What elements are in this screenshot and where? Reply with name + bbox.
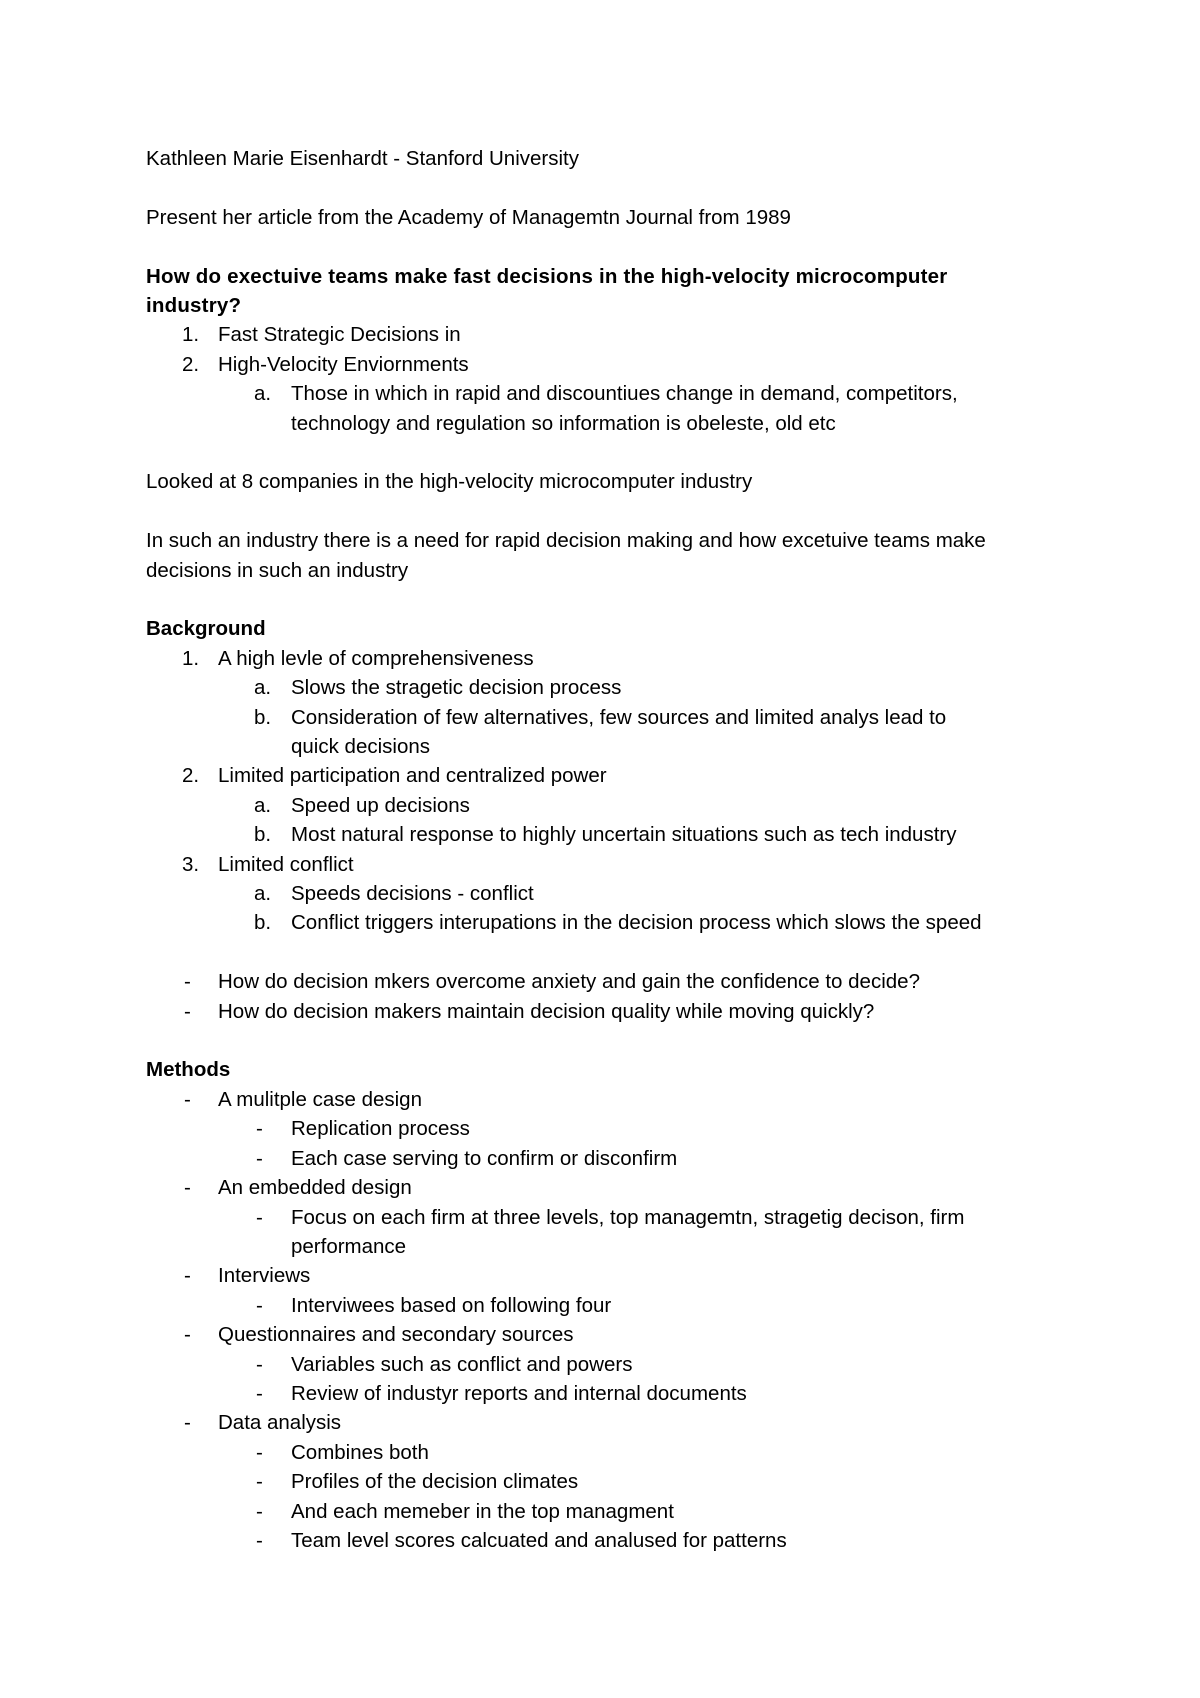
methods-sub-item xyxy=(146,1379,1086,1408)
list-item-text: Slows the stragetic decision process xyxy=(291,676,622,700)
background-sub-item xyxy=(146,820,1086,849)
methods-item xyxy=(146,1320,1086,1349)
looked-at-line: Looked at 8 companies in the high-velocity microcomputer industry xyxy=(146,470,753,494)
dash-marker: - xyxy=(184,1411,191,1435)
methods-sub-item xyxy=(146,1438,1086,1467)
list-item-text: Limited conflict xyxy=(218,852,354,876)
list-marker: 1. xyxy=(182,323,200,347)
methods-sub-item xyxy=(146,1497,1086,1526)
list-item-text: An embedded design xyxy=(218,1176,412,1200)
question-sub-item xyxy=(146,379,1086,408)
list-item-text: Profiles of the decision climates xyxy=(291,1470,579,1494)
methods-sub-item-continuation: performance xyxy=(291,1234,407,1258)
list-item-text: Fast Strategic Decisions in xyxy=(218,323,461,347)
paragraph-gap xyxy=(146,938,1086,967)
list-item-text: Variables such as conflict and powers xyxy=(291,1352,633,1376)
dash-marker: - xyxy=(256,1470,263,1494)
need-line-2: decisions in such an industry xyxy=(146,558,409,582)
list-marker: b. xyxy=(254,823,272,847)
list-item-text: Conflict triggers interupations in the decision process which slows the speed xyxy=(291,911,982,935)
research-question-line-2: industry? xyxy=(146,294,242,317)
list-item-text: Interviwees based on following four xyxy=(291,1293,612,1317)
list-item-text: High-Velocity Enviornments xyxy=(218,352,469,376)
list-item-text: Limited participation and centralized power xyxy=(218,764,607,788)
list-marker: a. xyxy=(254,676,272,700)
list-item-text: Focus on each firm at three levels, top managemtn, stragetig decison, firm xyxy=(291,1205,965,1229)
dash-marker: - xyxy=(256,1528,263,1552)
list-marker: a. xyxy=(254,793,272,817)
list-item-text: Combines both xyxy=(291,1440,429,1464)
background-item xyxy=(146,850,1086,879)
list-item-text: Those in which in rapid and discountiues change in demand, competitors, xyxy=(291,382,958,406)
background-sub-item xyxy=(146,908,1086,937)
list-item-text: A mulitple case design xyxy=(218,1087,422,1111)
background-sub-item xyxy=(146,791,1086,820)
paragraph-gap xyxy=(146,232,1086,261)
methods-sub-item xyxy=(146,1467,1086,1496)
dash-marker: - xyxy=(256,1440,263,1464)
background-sub-item xyxy=(146,703,1086,732)
methods-item xyxy=(146,1408,1086,1437)
document-page xyxy=(146,144,1086,1555)
list-marker: 3. xyxy=(182,852,200,876)
list-item-text: Most natural response to highly uncertain situations such as tech industry xyxy=(291,823,957,847)
background-sub-item xyxy=(146,879,1086,908)
methods-item xyxy=(146,1261,1086,1290)
list-item-text: And each memeber in the top managment xyxy=(291,1499,674,1523)
dash-marker: - xyxy=(184,1264,191,1288)
methods-item xyxy=(146,1085,1086,1114)
methods-heading: Methods xyxy=(146,1058,231,1082)
paragraph-gap xyxy=(146,585,1086,614)
paragraph-gap xyxy=(146,438,1086,467)
background-question xyxy=(146,967,1086,996)
dash-marker: - xyxy=(256,1205,263,1229)
list-item-text: Questionnaires and secondary sources xyxy=(218,1323,574,1347)
dash-marker: - xyxy=(184,970,191,994)
list-item-text: Replication process xyxy=(291,1117,470,1141)
paragraph-gap xyxy=(146,1026,1086,1055)
list-item-text: Data analysis xyxy=(218,1411,342,1435)
research-question-line-1: How do exectuive teams make fast decisions in the high-velocity microcomputer xyxy=(146,264,948,288)
dash-marker: - xyxy=(256,1117,263,1141)
list-marker: 1. xyxy=(182,646,200,670)
dash-marker: - xyxy=(256,1352,263,1376)
question-list-item xyxy=(146,320,1086,349)
list-marker: 2. xyxy=(182,352,200,376)
dash-marker: - xyxy=(256,1381,263,1405)
dash-marker: - xyxy=(256,1293,263,1317)
list-marker: b. xyxy=(254,705,272,729)
list-marker: a. xyxy=(254,382,272,406)
dash-marker: - xyxy=(184,1087,191,1111)
list-item-text: Speed up decisions xyxy=(291,793,470,817)
list-item-text: Review of industyr reports and internal documents xyxy=(291,1381,747,1405)
author-line: Kathleen Marie Eisenhardt - Stanford University xyxy=(146,147,579,170)
list-item-text: Team level scores calcuated and analused for patterns xyxy=(291,1528,787,1552)
background-sub-item-continuation: quick decisions xyxy=(291,735,431,759)
background-question xyxy=(146,997,1086,1026)
list-item-text: Each case serving to confirm or disconfirm xyxy=(291,1146,678,1170)
dash-marker: - xyxy=(184,1176,191,1200)
list-item-text: How do decision makers maintain decision quality while moving quickly? xyxy=(218,999,875,1023)
background-item xyxy=(146,761,1086,790)
list-marker: b. xyxy=(254,911,272,935)
question-sub-item-continuation: technology and regulation so information is obeleste, old etc xyxy=(291,411,836,435)
methods-item xyxy=(146,1173,1086,1202)
paragraph-gap xyxy=(146,497,1086,526)
question-list-item xyxy=(146,350,1086,379)
dash-marker: - xyxy=(256,1146,263,1170)
list-item-text: Consideration of few alternatives, few sources and limited analys lead to xyxy=(291,705,947,729)
list-item-text: Speeds decisions - conflict xyxy=(291,882,534,906)
dash-marker: - xyxy=(184,1323,191,1347)
methods-sub-item xyxy=(146,1114,1086,1143)
background-item xyxy=(146,644,1086,673)
list-item-text: How do decision mkers overcome anxiety and gain the confidence to decide? xyxy=(218,970,920,994)
paragraph-gap xyxy=(146,173,1086,202)
methods-sub-item xyxy=(146,1350,1086,1379)
need-line-1: In such an industry there is a need for rapid decision making and how excetuive teams make xyxy=(146,529,986,553)
dash-marker: - xyxy=(256,1499,263,1523)
methods-sub-item xyxy=(146,1203,1086,1232)
list-marker: 2. xyxy=(182,764,200,788)
list-item-text: Interviews xyxy=(218,1264,311,1288)
present-line: Present her article from the Academy of Managemtn Journal from 1989 xyxy=(146,205,791,229)
background-heading: Background xyxy=(146,617,266,641)
background-sub-item xyxy=(146,673,1086,702)
dash-marker: - xyxy=(184,999,191,1023)
methods-sub-item xyxy=(146,1291,1086,1320)
methods-sub-item xyxy=(146,1144,1086,1173)
list-marker: a. xyxy=(254,882,272,906)
list-item-text: A high levle of comprehensiveness xyxy=(218,646,534,670)
methods-sub-item xyxy=(146,1526,1086,1555)
